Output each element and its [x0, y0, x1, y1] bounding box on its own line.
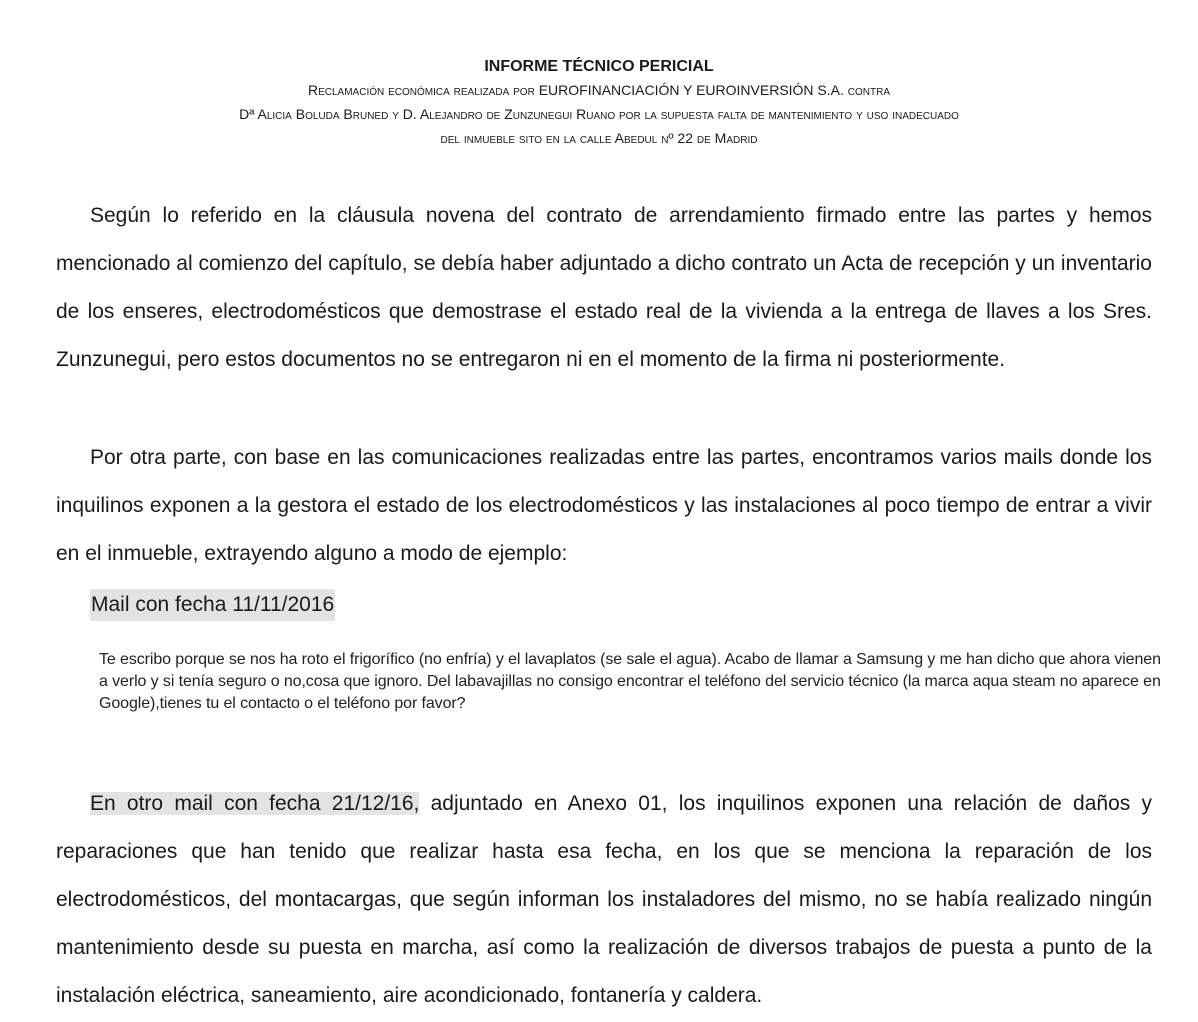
paragraph-3	[56, 780, 1152, 1020]
header-line-2: Dª Alicia Boluda Bruned y D. Alejandro de Zunzunegui Ruano por la supuesta falta de mantenimiento y uso inadecuado	[239, 106, 959, 122]
paragraph-1	[56, 192, 1152, 384]
mail-date-label: Mail con fecha 11/11/2016	[90, 589, 335, 621]
paragraph-1-text: Según lo referido en la cláusula novena del contrato de arrendamiento firmado entre las partes y hemos mencionado al comienzo del capítulo, se debía haber adjuntado a dicho contrato un Acta de recepción y un inventario de los enseres, electrodomésticos que demostrase el estado real de la vivienda a la entrega de llaves a los Sres. Zunzunegui, pero estos documentos no se entregaron ni en el momento de la firma ni posteriormente.	[56, 204, 1152, 371]
document-header	[0, 56, 1198, 150]
header-line-3: del inmueble sito en la calle Abedul nº 22 de Madrid	[440, 130, 758, 146]
paragraph-2	[56, 434, 1152, 578]
report-title: INFORME TÉCNICO PERICIAL	[484, 58, 714, 75]
paragraph-3-highlight: En otro mail con fecha 21/12/16,	[90, 792, 420, 815]
mail-quote: Te escribo porque se nos ha roto el frigorífico (no enfría) y el lavaplatos (se sale el agua). Acabo de llamar a Samsung y me han dicho que ahora vienen a verlo y si tenía seguro o no,cosa que ignoro. Del labavajillas no consigo encontrar el teléfono del servicio técnico (la marca aqua steam no aparece en Google),tienes tu el contacto o el teléfono por favor?	[99, 651, 1161, 712]
paragraph-3-text: adjuntado en Anexo 01, los inquilinos exponen una relación de daños y reparaciones que han tenido que realizar hasta esa fecha, en los que se menciona la reparación de los electrodomésticos, del montacargas, que según informan los instaladores del mismo, no se había realizado ningún mantenimiento desde su puesta en marcha, así como la realización de diversos trabajos de puesta a punto de la instalación eléctrica, saneamiento, aire acondicionado, fontanería y caldera.	[56, 792, 1152, 1007]
header-line-1: Reclamación económica realizada por EUROFINANCIACIÓN Y EUROINVERSIÓN S.A. contra	[307, 82, 891, 98]
paragraph-2-text: Por otra parte, con base en las comunicaciones realizadas entre las partes, encontramos varios mails donde los inquilinos exponen a la gestora el estado de los electrodomésticos y las instalaciones al poco tiempo de entrar a vivir en el inmueble, extrayendo alguno a modo de ejemplo:	[56, 446, 1152, 565]
